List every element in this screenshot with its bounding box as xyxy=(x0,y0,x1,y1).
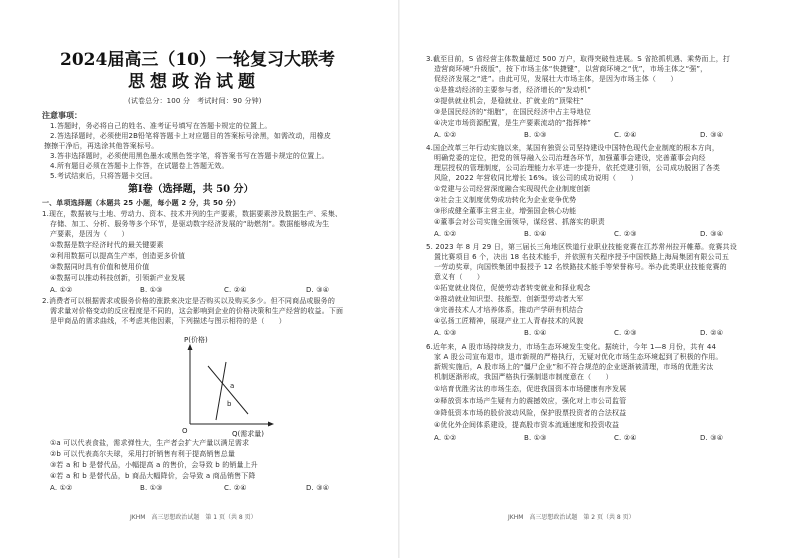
question-line: 置比赛项目 6 个，决出 18 名技术能手，并依照有关程序授予中国铁路上海局集团有限公司五 xyxy=(434,253,730,261)
question-line: 理层授权的管理制度，公司治理能力水平进一步提升，依托党建引领，公司成功脱困了各类 xyxy=(434,164,720,172)
answer-option: A. ①② xyxy=(50,484,73,492)
y-axis-arrow xyxy=(188,344,193,350)
question-line: 机制逐渐形成，我国严格执行强制退市制度意在（ ） xyxy=(434,373,613,381)
question-line: 6.近年来，A 股市场持续发力，市场生态环境发生变化。据统计，今年 1—8 月份，共有 44 xyxy=(426,343,717,351)
page-footer: JKHM 高三思想政治试题 第 1 页（共 8 页） xyxy=(130,514,257,521)
page-footer: JKHM 高三思想政治试题 第 2 页（共 8 页） xyxy=(508,514,635,521)
choice-item: ①是推动经济的主要参与者，经济增长的“发动机” xyxy=(434,86,591,94)
question-line: 造营商环境“升级版”，按下市场主体“快捷键”，以营商环境之“优”，市场主体之“强”， xyxy=(434,65,708,73)
y-axis-label: P(价格) xyxy=(184,336,208,344)
answer-option: B. ①③ xyxy=(524,131,547,139)
notice-line: 2.答选择题时，必须使用2B铅笔将答题卡上对应题目的答案标号涂黑，如需改动，用橡皮 xyxy=(50,132,332,140)
answer-option: B. ①④ xyxy=(524,230,547,238)
answer-option: A. ①② xyxy=(434,131,457,139)
exam-page-2 xyxy=(400,0,800,558)
question-line: 新规实施后，A 股市场上的“僵尸企业”和不符合规范的企业逐渐被清理，市场的优胜劣汰 xyxy=(434,363,714,371)
x-axis-arrow xyxy=(268,422,274,427)
question-line: 家 A 股公司宣布退市，退市新规的严格执行，无疑对优化市场生态环境起到了积极的作用。 xyxy=(434,353,723,361)
choice-item: ③降低资本市场的股价波动风险，保护股票投资者的合法权益 xyxy=(434,409,627,417)
answer-option: A. ①② xyxy=(50,286,73,294)
choice-item: ①a 可以代表食盐，需求弹性大，生产者会扩大产量以满足需求 xyxy=(50,439,250,447)
exam-meta: (试卷总分：100 分 考试时间：90 分钟) xyxy=(128,97,262,105)
question-line: 2.消费者可以根据需求或服务价格的涨跌来决定是否购买以及购买多少。但不同商品或服务的 xyxy=(42,297,335,305)
question-line: 5. 2023 年 8 月 29 日，第三届长三角地区铁道行业职业技能竞赛在江苏常州拉开帷幕。竞赛共设 xyxy=(426,243,737,251)
part-heading: 一、单项选择题（本题共 25 小题，每小题 2 分，共 50 分） xyxy=(42,199,240,207)
choice-item: ③若 a 和 b 是替代品，小幅提高 a 的售价，会导致 b 的销量上升 xyxy=(50,461,258,469)
question-line: 产要素，是因为（ ） xyxy=(50,230,129,238)
notice-line: 3.答非选择题时，必须使用黑色墨水或黑色签字笔，将答案书写在答题卡规定的位置上。 xyxy=(50,152,329,160)
x-axis-label: Q(需求量) xyxy=(232,430,264,438)
question-line: 明确党委的定位，把党的领导融入公司治理各环节，加强董事会建设，完善董事会向经 xyxy=(434,154,706,162)
notice-line: 擦擦干净后，再选涂其他答案标号。 xyxy=(44,142,159,150)
demand-line-b xyxy=(216,362,226,420)
answer-option: A. ①② xyxy=(434,434,457,442)
question-line: 风险，2022 年营收同比增长 16%。该公司的成功说明（ ） xyxy=(434,174,638,182)
choice-item: ③形成健全董事主营主业，增强国企核心功能 xyxy=(434,207,577,215)
answer-option: C. ②④ xyxy=(224,286,247,294)
answer-option: C. ②④ xyxy=(614,131,637,139)
choice-item: ④董事会对公司实施全面领导，谋经营、抓落实的职责 xyxy=(434,218,605,226)
origin-label: O xyxy=(182,427,188,435)
choice-item: ④决定市场资源配置，是生产要素流动的“指挥棒” xyxy=(434,119,591,127)
choice-item: ④若 a 和 b 是替代品，b 商品大幅降价，会导致 a 商品销售下降 xyxy=(50,472,256,480)
choice-item: ②b 可以代表高尔夫球，采用打折销售有利于提高销售总量 xyxy=(50,450,235,458)
choice-item: ③完善技术人才培养体系，推动产学研有机结合 xyxy=(434,306,584,314)
answer-option: D. ②④ xyxy=(700,329,724,337)
choice-item: ①拓宽就业岗位，促使劳动者转变就业和择业观念 xyxy=(434,284,591,292)
choice-item: ④优化外企间体系建设，提高股市资本流通速度和投资收益 xyxy=(434,421,620,429)
question-line: 1.现在，数据被与土地、劳动力、资本、技术并列的生产要素，数据要素涉及数据生产、采集、 xyxy=(42,210,343,218)
notice-line: 4.所有题目必须在答题卡上作答，在试题卷上答题无效。 xyxy=(50,162,229,170)
answer-option: A. ①② xyxy=(434,230,457,238)
answer-option: A. ①③ xyxy=(434,329,457,337)
question-line: 是甲商品的需求曲线，不考虑其他因素，下列描述与图示相符的是（ ） xyxy=(50,317,286,325)
question-line: 促经济发展之“进”。由此可见，发展壮大市场主体，是因为市场主体（ ） xyxy=(434,75,678,83)
choice-item: ③是国民经济的“细胞”，在国民经济中占主导地位 xyxy=(434,108,591,116)
answer-option: D. ③④ xyxy=(306,484,330,492)
choice-item: ③数据同时具有价值和使用价值 xyxy=(50,263,150,271)
answer-option: C. ②④ xyxy=(224,484,247,492)
answer-option: D. ③④ xyxy=(700,434,724,442)
line-a-label: a xyxy=(230,382,235,390)
answer-option: B. ①③ xyxy=(140,484,163,492)
answer-option: C. ②③ xyxy=(614,230,637,238)
demand-curve-graph xyxy=(170,334,280,439)
choice-item: ①培育优胜劣汰的市场生态，促进我国资本市场健康有序发展 xyxy=(434,385,627,393)
answer-option: B. ①④ xyxy=(524,329,547,337)
notice-heading: 注意事项： xyxy=(42,111,82,120)
choice-item: ②利用数据可以提高生产率，创造更多价值 xyxy=(50,252,186,260)
question-line: 意义有（ ） xyxy=(434,273,485,281)
question-line: 4.国企改革三年行动实施以来，某国有独资公司坚持建设中国特色现代企业制度的根本方向， xyxy=(426,144,719,152)
question-line: 需求量对价格变动的反应程度是不同的，这会影响到企业的价格决策和生产经营的收益。下面 xyxy=(50,307,344,315)
answer-option: C. ②④ xyxy=(614,434,637,442)
choice-item: ②推动就业知识型、技能型、创新型劳动者大军 xyxy=(434,295,584,303)
choice-item: ①数据是数字经济时代的最关键要素 xyxy=(50,241,164,249)
question-line: 一劳动奖章，向国铁集团申报授予 12 名铁路技术能手等荣誉称号。举办此类职业技能竞赛的 xyxy=(434,263,727,271)
answer-option: D. ③④ xyxy=(306,286,330,294)
answer-option: C. ②③ xyxy=(614,329,637,337)
answer-option: B. ①③ xyxy=(140,286,163,294)
notice-line: 1.答题时，务必将自己的姓名、准考证号填写在答题卡规定的位置上。 xyxy=(50,122,272,130)
notice-line: 5.考试结束后，只将答题卡交回。 xyxy=(50,172,158,180)
choice-item: ②提供就业机会，是稳就业、扩就业的“顶梁柱” xyxy=(434,97,584,105)
answer-option: D. ③④ xyxy=(700,131,724,139)
choice-item: ②释放资本市场产生疑有力的震撼效应，强化对上市公司监管 xyxy=(434,397,627,405)
exam-title: 2024届高三（10）一轮复习大联考 xyxy=(60,50,335,70)
choice-item: ①党建与公司经营深度融合实现现代企业制度创新 xyxy=(434,185,591,193)
choice-item: ②社会主义制度优势成功转化为企业竞争优势 xyxy=(434,196,577,204)
line-b-label: b xyxy=(227,400,232,408)
choice-item: ④弘扬工匠精神，展现产业工人青春技术的风貌 xyxy=(434,317,584,325)
question-line: 存储、加工、分析、服务等多个环节，是驱动数字经济发展的“助燃剂”。数据能够成为生 xyxy=(50,220,330,228)
section-title: 第Ⅰ卷（选择题，共 50 分） xyxy=(128,184,254,195)
answer-option: B. ①③ xyxy=(524,434,547,442)
exam-subtitle: 思想政治试题 xyxy=(128,72,260,92)
question-line: 3.截至目前，S 省经营主体数量超过 500 万户，取得突破性进展。S 省抢抓机遇、乘势而上，打 xyxy=(426,55,731,63)
answer-option: D. ③④ xyxy=(700,230,724,238)
choice-item: ④数据可以推动科技创新，引领新产业发展 xyxy=(50,274,186,282)
